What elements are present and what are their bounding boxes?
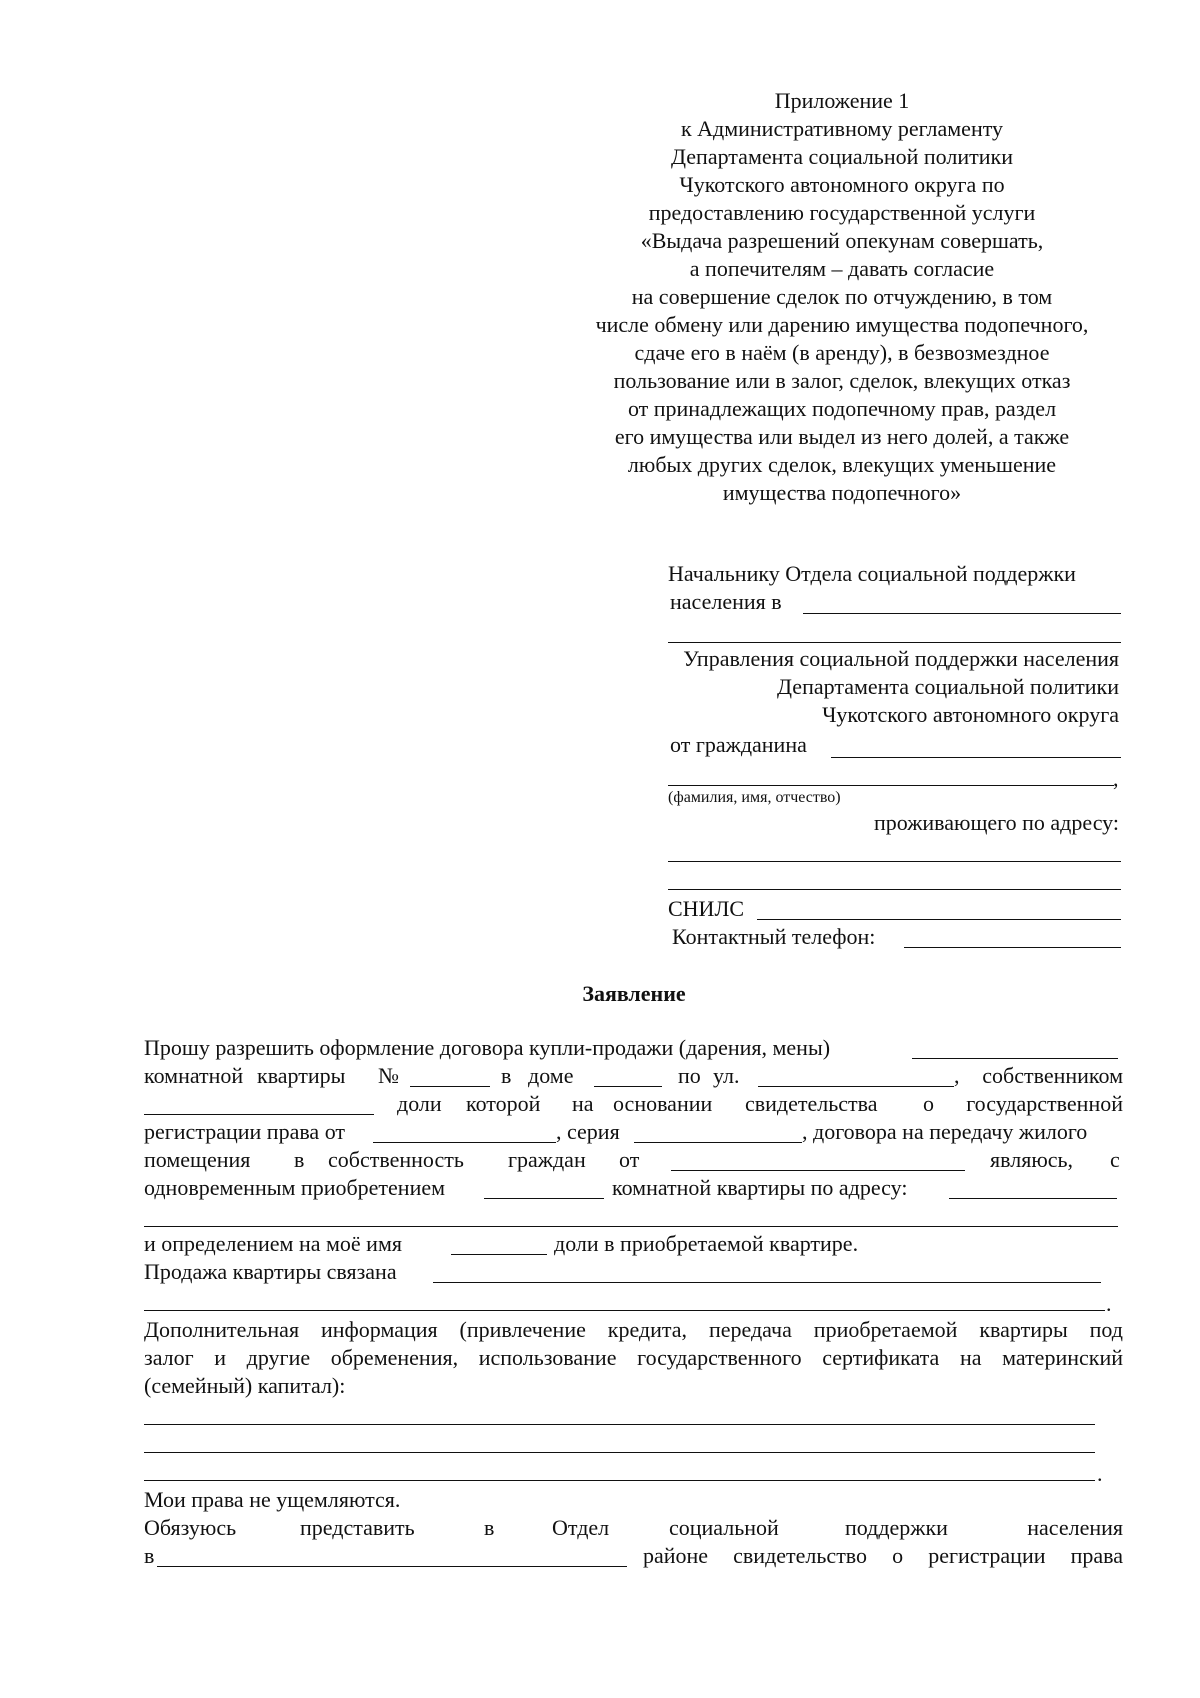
department-input-line[interactable] [803,613,1121,614]
body-text: собственность [328,1147,464,1172]
appendix-line: числе обмену или дарению имущества подопечного, [595,312,1089,337]
phone-label: Контактный телефон: [672,924,876,949]
appendix-line: Приложение 1 [774,88,910,113]
apartment-number-input-line[interactable] [410,1086,490,1087]
address-input-line-2[interactable] [668,889,1121,890]
address-label: проживающего по адресу: [873,810,1119,835]
body-text: основании [613,1091,713,1116]
period: . [1106,1291,1112,1316]
new-address-input-line[interactable] [949,1198,1117,1199]
sale-reason-label: Продажа квартиры связана [144,1259,397,1284]
transfer-date-input-line[interactable] [671,1170,965,1171]
from-citizen-label: от гражданина [670,732,807,757]
document-title: Заявление [582,981,686,1006]
appendix-line: Чукотского автономного округа по [679,172,1005,197]
body-text: одновременным приобретением [144,1175,446,1200]
appendix-line: от принадлежащих подопечному прав, раздел [627,396,1057,421]
body-text: Прошу разрешить оформление договора купли-продажи (дарения, мены) [144,1035,831,1060]
body-text: государственной [966,1091,1123,1116]
body-text: в [501,1063,512,1088]
body-text: являюсь, [990,1147,1074,1172]
series-input-line[interactable] [634,1142,802,1143]
appendix-line: сдаче его в наём (в аренду), в безвозмездное [634,340,1050,365]
appendix-line: к Административному регламенту [680,116,1004,141]
rights-statement: Мои права не ущемляются. [144,1487,401,1512]
additional-info-text: залог и другие обременения, использование государственного сертификата на материнский [144,1345,1123,1370]
own-share-input-line[interactable] [451,1254,547,1255]
body-text: социальной [669,1515,779,1540]
addressee-line: Чукотского автономного округа [822,702,1119,727]
snils-input-line[interactable] [757,919,1121,920]
body-text: в [294,1147,305,1172]
department-input-line-2[interactable] [668,642,1121,643]
body-text: в [144,1543,155,1568]
appendix-line: Департамента социальной политики [671,144,1013,169]
body-text: Отдел [552,1515,610,1540]
additional-info-text: (семейный) капитал): [144,1373,346,1398]
citizen-name-input-line-2[interactable] [668,785,1114,786]
body-text: № [378,1063,399,1088]
rooms-count-input-line[interactable] [484,1198,604,1199]
phone-input-line[interactable] [904,947,1121,948]
body-text: на [572,1091,594,1116]
citizen-name-input-line[interactable] [831,757,1121,758]
appendix-line: его имущества или выдел из него долей, а также [614,424,1070,449]
body-text: представить [300,1515,415,1540]
district-input-line[interactable] [157,1566,627,1567]
additional-info-input-line-3[interactable] [144,1480,1095,1481]
house-number-input-line[interactable] [594,1086,662,1087]
appendix-line: «Выдача разрешений опекунам совершать, [640,228,1044,253]
body-text: которой [466,1091,541,1116]
fio-hint: (фамилия, имя, отчество) [668,789,841,806]
body-text: , серия [556,1119,620,1144]
body-text: комнатной квартиры по адресу: [612,1175,908,1200]
body-text: помещения [144,1147,251,1172]
appendix-line: а попечителям – давать согласие [689,256,995,281]
additional-info-text: Дополнительная информация (привлечение кредита, передача приобретаемой квартиры под [144,1317,1123,1342]
addressee-line: Начальнику Отдела социальной поддержки [668,561,1076,586]
sale-reason-input-line[interactable] [433,1282,1101,1283]
body-text: по [678,1063,701,1088]
body-text: от [619,1147,640,1172]
address-input-line[interactable] [668,861,1121,862]
body-text: ул. [713,1063,740,1088]
registration-date-input-line[interactable] [373,1142,556,1143]
additional-info-input-line-2[interactable] [144,1452,1095,1453]
body-text: граждан [508,1147,586,1172]
snils-label: СНИЛС [668,896,745,921]
appendix-line: имущества подопечного» [722,480,962,505]
body-text: квартиры [257,1063,346,1088]
body-text: о [923,1091,934,1116]
body-text: собственником [982,1063,1123,1088]
addressee-line: Управления социальной поддержки населения [683,646,1119,671]
comma: , [1113,766,1119,791]
sale-reason-input-line-2[interactable] [144,1310,1105,1311]
body-text: доли [397,1091,442,1116]
appendix-line: предоставлению государственной услуги [648,200,1036,225]
appendix-line: на совершение сделок по отчуждению, в том [631,284,1053,309]
appendix-line: пользование или в залог, сделок, влекущих отказ [613,368,1071,393]
body-text: поддержки [845,1515,948,1540]
share-input-line[interactable] [144,1114,374,1115]
appendix-line: любых других сделок, влекущих уменьшение [627,452,1057,477]
body-text: комнатной [144,1063,244,1088]
body-text: , [954,1063,960,1088]
contract-type-input-line[interactable] [912,1058,1118,1059]
body-text: доме [528,1063,574,1088]
addressee-line: Департамента социальной политики [777,674,1119,699]
addressee-department-label: населения в [670,589,782,614]
body-text: районе свидетельство о регистрации права [643,1543,1123,1568]
body-text: населения [1027,1515,1123,1540]
body-text: свидетельства [745,1091,878,1116]
body-text: регистрации права от [144,1119,346,1144]
body-text: , договора на передачу жилого [802,1119,1088,1144]
body-text: Обязуюсь [144,1515,237,1540]
body-text: доли в приобретаемой квартире. [554,1231,859,1256]
body-text: и определением на моё имя [144,1231,402,1256]
body-text: в [484,1515,495,1540]
additional-info-input-line[interactable] [144,1424,1095,1425]
period: . [1097,1461,1103,1486]
new-address-input-line-2[interactable] [144,1226,1118,1227]
body-text: с [1110,1147,1120,1172]
